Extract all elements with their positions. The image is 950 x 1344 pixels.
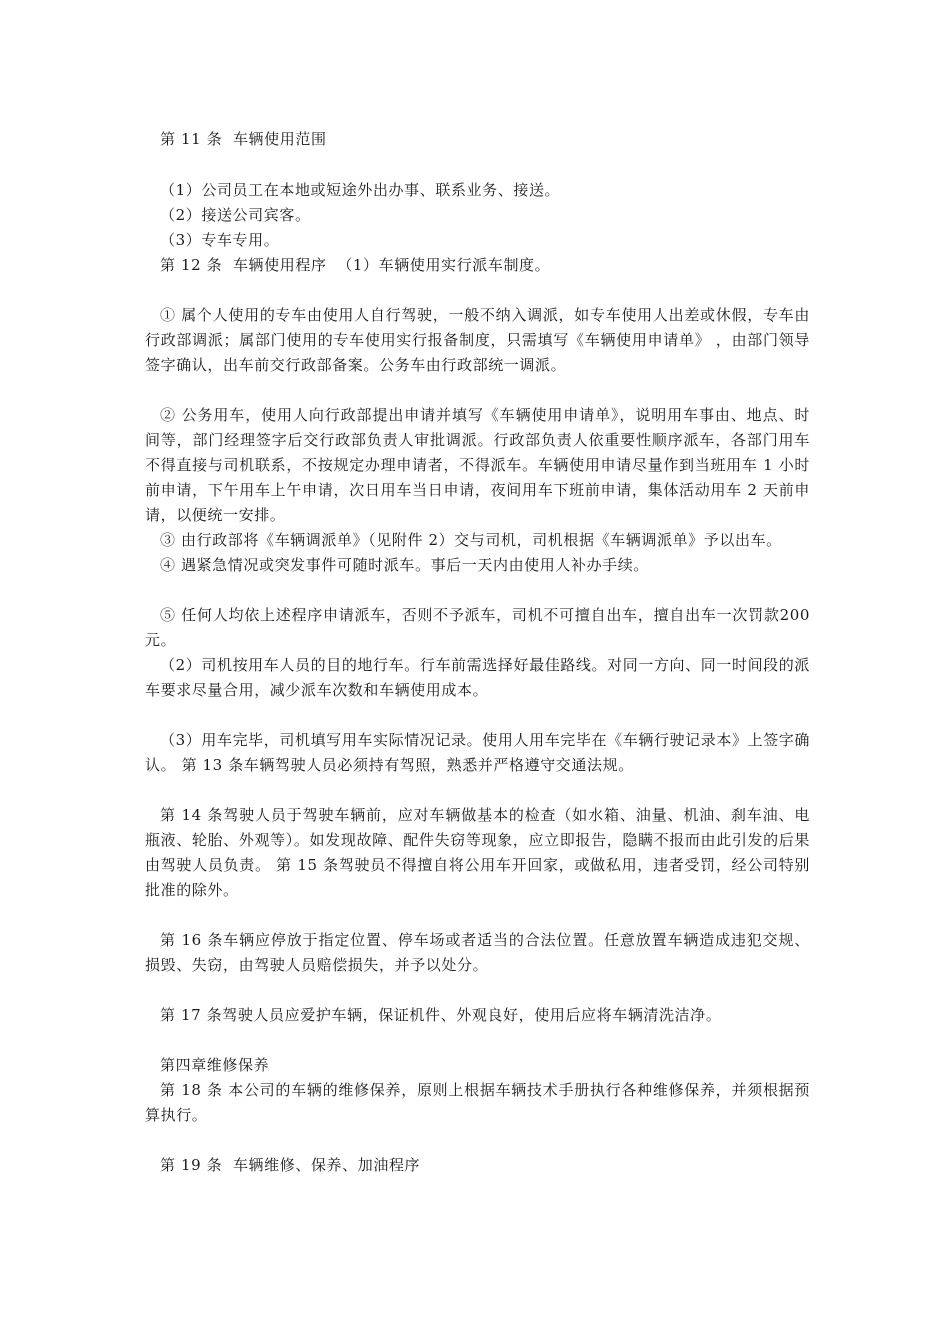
article-11-item-1: （1）公司员工在本地或短途外出办事、联系业务、接送。 xyxy=(160,181,561,199)
article-19-title: 第 19 条 车辆维修、保养、加油程序 xyxy=(160,1156,421,1174)
article-11-title: 第 11 条 车辆使用范围 xyxy=(160,130,327,148)
article-12-paragraph-4: ④ 遇紧急情况或突发事件可随时派车。事后一天内由使用人补办手续。 xyxy=(160,556,649,574)
article-16-paragraph: 第 16 条车辆应停放于指定位置、停车场或者适当的合法位置。任意放置车辆造成违犯交规、损毁、失窃，由驾驶人员赔偿损失，并予以处分。 xyxy=(145,931,810,974)
article-12-title: 第 12 条 车辆使用程序 （1）车辆使用实行派车制度。 xyxy=(160,256,551,274)
article-12-paragraph-5: ⑤ 任何人均依上述程序申请派车，否则不予派车，司机不可擅自出车，擅自出车一次罚款200 元。 xyxy=(145,606,810,649)
article-12-paragraph-1: ① 属个人使用的专车由使用人自行驾驶，一般不纳入调派，如专车使用人出差或休假，专车由行政部调派；属部门使用的专车使用实行报备制度，只需填写《车辆使用申请单》 ，由部门领导签字确认，出车前交行政部备案。公务车由行政部统一调派。 xyxy=(145,306,810,374)
article-12-paragraph-2: ② 公务用车，使用人向行政部提出申请并填写《车辆使用申请单》，说明用车事由、地点、时间等，部门经理签字后交行政部负责人审批调派。行政部负责人依重要性顺序派车，各部门用车不得直接与司机联系，不按规定办理申请者，不得派车。车辆使用申请尽量作到当班用车 1 小时前申请，下午用车上午申请，次日用车当日申请，夜间用车下班前申请，集体活动用车 2 天前申请，以便统一安排。 xyxy=(145,406,810,524)
article-12-paragraph-6: （2）司机按用车人员的目的地行车。行车前需选择好最佳路线。对同一方向、同一时间段的派车要求尽量合用，减少派车次数和车辆使用成本。 xyxy=(145,656,810,699)
article-12-paragraph-7: （3）用车完毕，司机填写用车实际情况记录。使用人用车完毕在《车辆行驶记录本》上签字确认。 第 13 条车辆驾驶人员必须持有驾照，熟悉并严格遵守交通法规。 xyxy=(145,731,810,774)
chapter-4-heading: 第四章维修保养 xyxy=(160,1056,270,1074)
article-11-item-3: （3）专车专用。 xyxy=(160,231,280,249)
article-12-paragraph-3: ③ 由行政部将《车辆调派单》（见附件 2）交与司机，司机根据《车辆调派单》予以出车。 xyxy=(160,531,782,549)
article-11-item-2: （2）接送公司宾客。 xyxy=(160,206,311,224)
article-18-paragraph: 第 18 条 本公司的车辆的维修保养，原则上根据车辆技术手册执行各种维修保养，并须根据预算执行。 xyxy=(145,1081,810,1124)
article-14-paragraph: 第 14 条驾驶人员于驾驶车辆前，应对车辆做基本的检查（如水箱、油量、机油、刹车油、电瓶液、轮胎、外观等）。如发现故障、配件失窃等现象，应立即报告，隐瞒不报而由此引发的后果由驾驶人员负责。 第 15 条驾驶员不得擅自将公用车开回家，或做私用，违者受罚，经公司特别批准的除外。 xyxy=(145,806,810,899)
article-17-paragraph: 第 17 条驾驶人员应爱护车辆，保证机件、外观良好，使用后应将车辆清洗洁净。 xyxy=(160,1006,722,1024)
